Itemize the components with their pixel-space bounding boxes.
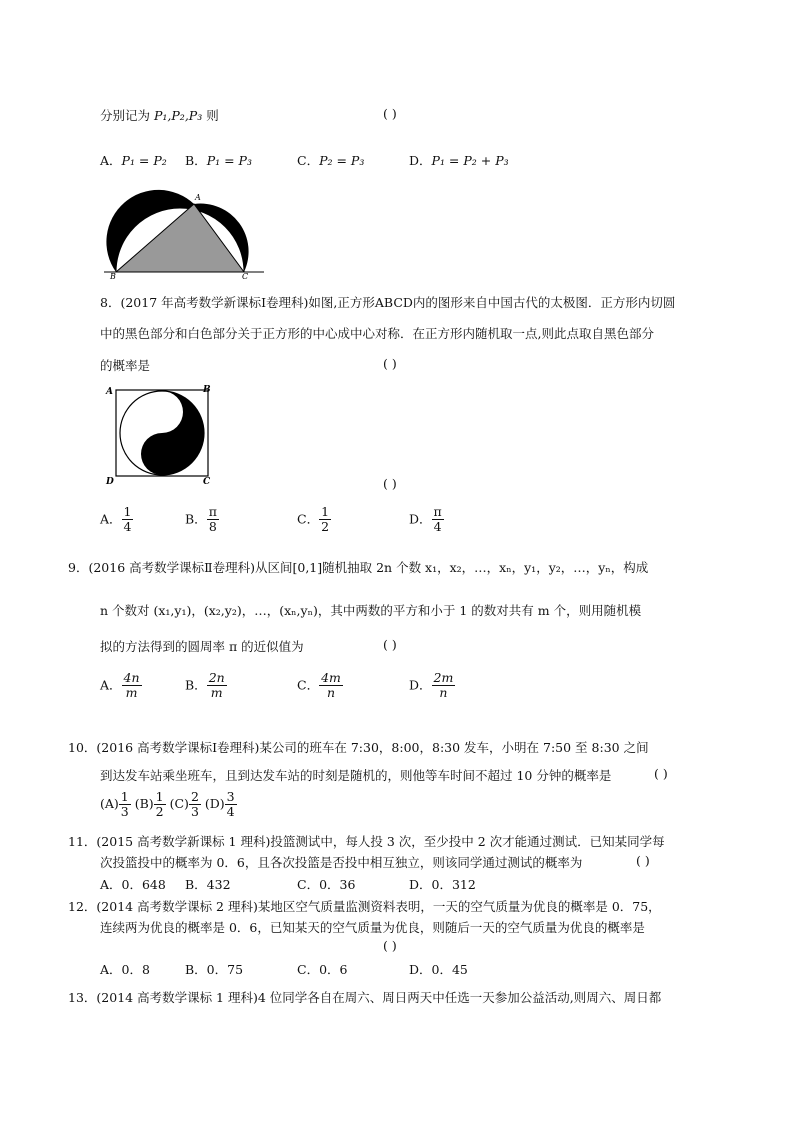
q9-text-1: (2016 高考数学课标Ⅱ卷理科)从区间[0,1]随机抽取 2n 个数 x₁，x₂，…，xₙ，y₁，y₂，…，yₙ，构成: [88, 560, 649, 575]
q9-option-c: C． $\frac{4m}{n}$: [297, 670, 341, 701]
q10-option-c: (C) $\frac{2}{3}$: [169, 789, 199, 820]
q9-option-d: D． $\frac{2m}{n}$: [409, 670, 454, 701]
q10-options-row: [100, 790, 237, 820]
q8-option-a: A． $\frac{1}{4}$: [100, 504, 132, 535]
q8-answer-paren-2: ( ): [383, 476, 397, 491]
q8-answer-paren-1: ( ): [383, 356, 397, 371]
q8-label-b: B: [203, 385, 211, 395]
q13-line1: [68, 988, 661, 1006]
q7-tail-end: 则: [206, 108, 219, 123]
q9-line3: 拟的方法得到的圆周率 π 的近似值为: [100, 639, 304, 654]
q11-option-c: C．0．36: [297, 877, 356, 892]
q8-line2: 中的黑色部分和白色部分关于正方形的中心成中心对称．在正方形内随机取一点,则此点取自黑色部分: [100, 326, 654, 341]
q8-option-b: B． $\frac{\pi}{8}$: [185, 504, 217, 535]
q11-option-b: B．432: [185, 877, 231, 892]
q8-text-1: (2017 年高考数学新课标Ⅰ卷理科)如图,正方形ABCD内的图形来自中国古代的太极图．正方形内切圆: [120, 295, 676, 310]
q10-answer-paren: ( ): [654, 766, 668, 781]
q11-answer-paren: ( ): [636, 853, 650, 868]
q13-text-1: (2014 高考数学课标 1 理科)4 位同学各自在周六、周日两天中任选一天参加公益活动,则周六、周日都: [96, 990, 662, 1005]
q9-option-a: A． $\frac{4n}{m}$: [100, 670, 140, 701]
q12-line2: 连续两为优良的概率是 0．6，已知某天的空气质量为优良，则随后一天的空气质量为优良的概率是: [100, 920, 645, 935]
q11-number: 11．: [68, 834, 97, 849]
q9-answer-paren: ( ): [383, 637, 397, 652]
q12-option-a: A．0．8: [100, 962, 150, 977]
q8-white-dot: [158, 408, 167, 417]
q7-option-d: D．P₁ = P₂ + P₃: [409, 153, 509, 168]
q12-option-d: D．0．45: [409, 962, 468, 977]
q8-black-dot: [158, 450, 167, 459]
q10-option-d: (D) $\frac{3}{4}$: [204, 789, 235, 820]
q8-line3: 的概率是: [100, 358, 151, 373]
q12-number: 12．: [68, 899, 97, 914]
q12-option-b: B．0．75: [185, 962, 244, 977]
q13-number: 13．: [68, 990, 97, 1005]
q10-option-b: (B) $\frac{1}{2}$: [134, 789, 164, 820]
q8-label-a: A: [106, 387, 113, 397]
q7-label-b: B: [110, 272, 116, 280]
q10-text-1: (2016 高考数学课标Ⅰ卷理科)某公司的班车在 7:30，8:00，8:30 发车，小明在 7:50 至 8:30 之间: [96, 740, 649, 755]
q7-semicircle-figure: [94, 188, 274, 280]
q9-line1: [68, 558, 648, 576]
q12-text-1: (2014 高考数学课标 2 理科)某地区空气质量监测资料表明，一天的空气质量为优良的概率是 0．75，: [96, 899, 661, 914]
q8-number: 8．: [100, 295, 121, 310]
q7-option-c: C．P₂ = P₃: [297, 153, 365, 168]
q8-taiji-figure: [104, 382, 216, 486]
q12-answer-paren: ( ): [383, 938, 397, 953]
q11-line1: [68, 832, 665, 850]
q7-option-b: B．P₁ = P₃: [185, 153, 252, 168]
q11-option-a: A．0．648: [100, 877, 166, 892]
q10-option-a: (A) $\frac{1}{3}$: [100, 789, 129, 820]
q12-option-c: C．0．6: [297, 962, 348, 977]
q8-option-c: C． $\frac{1}{2}$: [297, 504, 330, 535]
q9-option-b: B． $\frac{2n}{m}$: [185, 670, 225, 701]
q8-line1: [100, 293, 675, 311]
q7-tail-math: P₁,P₂,P₃: [154, 108, 203, 123]
q12-line1: [68, 897, 661, 915]
q8-option-d: D． $\frac{\pi}{4}$: [409, 504, 442, 535]
q10-number: 10．: [68, 740, 97, 755]
q9-number: 9．: [68, 560, 89, 575]
q7-answer-paren: ( ): [383, 106, 397, 121]
q7-tail-text: 分别记为: [100, 108, 151, 123]
q8-label-d: D: [106, 477, 114, 486]
q10-line2: 到达发车站乘坐班车，且到达发车站的时刻是随机的，则他等车时间不超过 10 分钟的概率是: [100, 768, 612, 783]
q9-line2: n 个数对 (x₁,y₁)，(x₂,y₂)，…，(xₙ,yₙ)，其中两数的平方和小于 1 的数对共有 m 个，则用随机模: [100, 603, 642, 618]
q8-label-c: C: [203, 477, 211, 486]
q11-line2: 次投篮投中的概率为 0．6，且各次投篮是否投中相互独立，则该同学通过测试的概率为: [100, 855, 583, 870]
q7-label-c: C: [242, 272, 249, 280]
q11-option-d: D．0．312: [409, 877, 476, 892]
q11-text-1: (2015 高考数学新课标 1 理科)投篮测试中，每人投 3 次，至少投中 2 次才能通过测试．已知某同学每: [96, 834, 665, 849]
q7-label-a: A: [195, 193, 201, 202]
q10-line1: [68, 738, 649, 756]
q7-tail-line: [100, 106, 219, 124]
q7-option-a: A．P₁ = P₂: [100, 153, 167, 168]
